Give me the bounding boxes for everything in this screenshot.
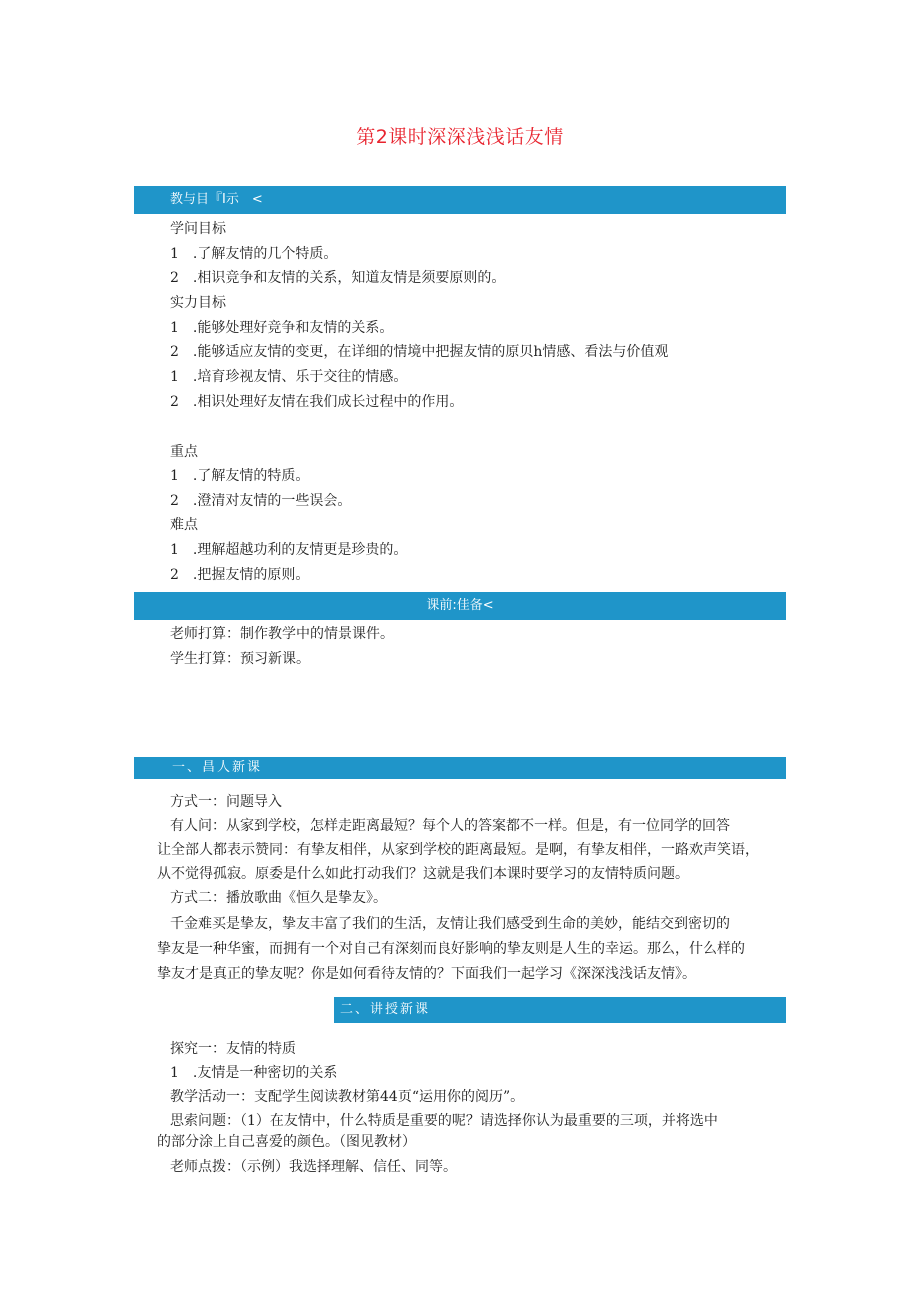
explore-1-item-1: 1 .友情是一种密切的关系 <box>170 1065 338 1081</box>
intro-paragraph-2-line-3: 挚友才是真正的挚友呢？你是如何看待友情的？下面我们一起学习《深深浅浅话友情》。 <box>157 966 696 982</box>
intro-paragraph-2-line-2: 挚友是一种华蜜，而拥有一个对自己有深刻而良好影响的挚友则是人生的幸运。那么，什么样的 <box>157 941 745 957</box>
intro-paragraph-1-line-3: 从不觉得孤寂。原委是什么如此打动我们？这就是我们本课时要学习的友情特质问题。 <box>157 866 689 882</box>
prep-bar-label: 课前:佳备< <box>426 598 494 613</box>
prep-section-bar <box>134 592 786 620</box>
intro-way-2: 方式二：播放歌曲《恒久是挚友》。 <box>170 890 387 906</box>
new-lesson-bar-label: 二、讲授新课 <box>340 1002 431 1017</box>
knowledge-item-1: 1 .了解友情的几个特质。 <box>170 246 338 262</box>
teaching-activity-1: 教学活动一：支配学生阅读教材第44页“运用你的阅历”。 <box>170 1089 525 1105</box>
ability-heading: 实力目标 <box>170 295 226 311</box>
difficult-points-heading: 难点 <box>170 517 198 533</box>
attitude-item-1: 1 .培育珍视友情、乐于交往的情感。 <box>170 369 408 385</box>
attitude-item-2: 2 .相识处理好友情在我们成长过程中的作用。 <box>170 394 464 410</box>
new-lesson-section-bar <box>334 997 786 1023</box>
knowledge-heading: 学问目标 <box>170 221 226 237</box>
difficult-point-2: 2 .把握友情的原则。 <box>170 567 310 583</box>
teacher-guidance: 老师点拨：（示例）我选择理解、信任、同等。 <box>170 1159 457 1175</box>
key-point-2: 2 .澄清对友情的一些误会。 <box>170 493 352 509</box>
student-prep: 学生打算：预习新课。 <box>170 651 310 667</box>
objectives-bar-label: 教与目『I示 < <box>170 192 263 207</box>
intro-way-1: 方式一：问题导入 <box>170 794 282 810</box>
page-title: 第2课时深深浅浅话友情 <box>356 126 564 148</box>
teacher-prep: 老师打算：制作教学中的情景课件。 <box>170 626 394 642</box>
thinking-question-line-1: 思索问题：（1）在友情中，什么特质是重要的呢？请选择你认为最重要的三项，并将选中 <box>170 1113 718 1129</box>
ability-item-2: 2 .能够适应友情的变更，在详细的情境中把握友情的原贝h情感、看法与价值观 <box>170 344 669 360</box>
thinking-question-line-2: 的部分涂上自己喜爱的颜色。（图见教材） <box>157 1134 416 1150</box>
objectives-section-bar <box>134 186 786 214</box>
intro-section-bar <box>134 757 786 779</box>
key-point-1: 1 .了解友情的特质。 <box>170 468 310 484</box>
intro-paragraph-1-line-1: 有人问：从家到学校，怎样走距离最短？每个人的答案都不一样。但是，有一位同学的回答 <box>170 818 730 834</box>
explore-1-heading: 探究一：友情的特质 <box>170 1041 296 1057</box>
intro-paragraph-1-line-2: 让全部人都表示赞同：有挚友相伴，从家到学校的距离最短。是啊，有挚友相伴，一路欢声笑语， <box>157 842 759 858</box>
difficult-point-1: 1 .理解超越功利的友情更是珍贵的。 <box>170 542 408 558</box>
key-points-heading: 重点 <box>170 444 198 460</box>
knowledge-item-2: 2 .相识竞争和友情的关系，知道友情是须要原则的。 <box>170 270 506 286</box>
intro-bar-label: 一、昌人新课 <box>172 760 263 775</box>
ability-item-1: 1 .能够处理好竞争和友情的关系。 <box>170 320 394 336</box>
intro-paragraph-2-line-1: 千金难买是挚友，挚友丰富了我们的生活，友情让我们感受到生命的美妙，能结交到密切的 <box>170 916 730 932</box>
